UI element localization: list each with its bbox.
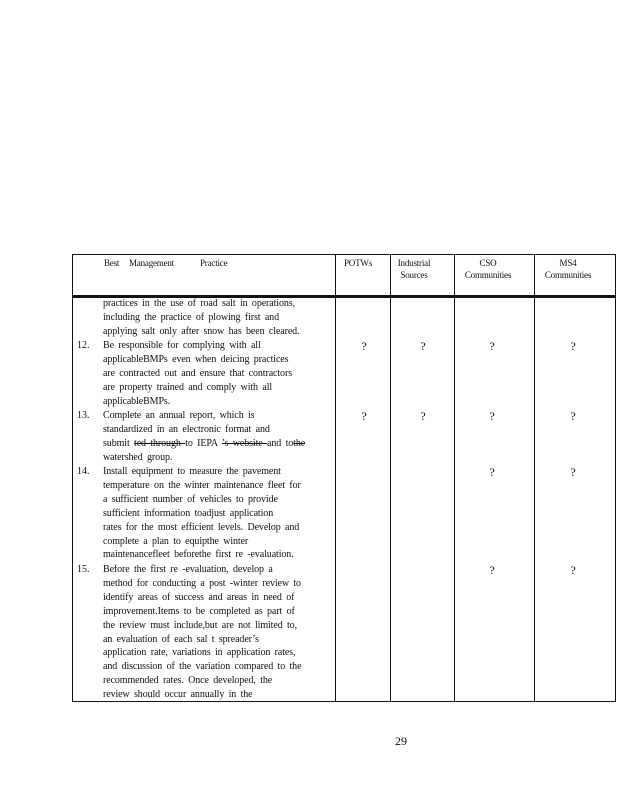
header-cso-line2: Communities xyxy=(464,270,512,280)
text-line: applicableBMPs. xyxy=(103,395,171,407)
table-left-border xyxy=(72,254,73,702)
deleted-text: the xyxy=(293,437,306,449)
text-line: including the practice of plowing first and xyxy=(103,311,279,323)
row-14-text xyxy=(103,465,331,562)
text-line: are contracted out and ensure that contractors xyxy=(103,367,292,379)
row-13-number: 13. xyxy=(77,410,90,421)
text-line: review should occur annually in the xyxy=(103,689,253,701)
row-12-ms4-mark: ? xyxy=(570,339,576,353)
row-13-ms4-mark: ? xyxy=(570,409,576,423)
row-14-cso-mark: ? xyxy=(489,465,495,479)
header-industrial-line2: Sources xyxy=(400,270,428,280)
row-15-cso-mark: ? xyxy=(489,563,495,577)
text-line: and discussion of the variation compared to the xyxy=(103,661,302,673)
text-line: an evaluation of each sal t spreader’s xyxy=(103,633,259,645)
text-line: watershed group. xyxy=(103,451,173,463)
row-13-cso-mark: ? xyxy=(489,409,495,423)
text-line: Before the first re -evaluation, develop a xyxy=(103,564,273,575)
header-ms4-line2: Communities xyxy=(544,270,592,280)
row-13-industrial-mark: ? xyxy=(420,409,426,423)
header-cso-line1: CSO xyxy=(479,258,497,268)
row-13-text xyxy=(103,409,331,465)
row-15-text xyxy=(103,563,331,702)
row-14-ms4-mark: ? xyxy=(570,465,576,479)
header-industrial-line1: Industrial xyxy=(397,258,431,268)
text-line: a sufficient number of vehicles to provide xyxy=(103,493,278,505)
text-run: and to xyxy=(267,437,294,449)
text-line: maintenancefleet beforethe first re -evaluation. xyxy=(103,549,294,561)
text-line: rates for the most efficient levels. Develop and xyxy=(103,521,300,533)
continued-practice-text xyxy=(103,297,331,339)
page-number: 29 xyxy=(395,734,407,748)
header-practice-practice: Practice xyxy=(200,258,228,268)
header-potws: POTWs xyxy=(344,258,372,268)
column-divider-cso xyxy=(454,254,455,702)
row-14-number: 14. xyxy=(77,466,90,477)
row-15-ms4-mark: ? xyxy=(570,563,576,577)
row-13-potws-mark: ? xyxy=(361,409,367,423)
text-line: complete a plan to equipthe winter xyxy=(103,535,249,547)
text-line: recommended rates. Once developed, the xyxy=(103,675,273,687)
row-12-number: 12. xyxy=(77,340,90,351)
text-line: method for conducting a post -winter review to xyxy=(103,577,301,589)
row-12-potws-mark: ? xyxy=(361,339,367,353)
header-practice-management: Management xyxy=(129,258,174,268)
text-line: Complete an annual report, which is xyxy=(103,410,255,421)
text-line: applying salt only after snow has been cleared. xyxy=(103,325,300,337)
text-line: improvement.Items to be completed as part of xyxy=(103,605,295,617)
deleted-text: ’s website xyxy=(221,437,268,449)
text-line: the review must include,but are not limited to, xyxy=(103,619,297,631)
row-12-cso-mark: ? xyxy=(489,339,495,353)
text-run: to IEPA xyxy=(185,437,222,449)
column-divider-potws xyxy=(335,254,336,702)
text-line: applicableBMPs even when deicing practices xyxy=(103,353,289,365)
table-right-border xyxy=(615,254,616,702)
row-12-text xyxy=(103,339,331,409)
text-line: are property trained and comply with all xyxy=(103,381,273,393)
deleted-text: ted through xyxy=(134,437,186,449)
text-line: Be responsible for complying with all xyxy=(103,340,261,351)
text-line: Install equipment to measure the pavement xyxy=(103,466,281,477)
header-ms4-line1: MS4 xyxy=(559,258,577,268)
text-line: identify areas of success and areas in need of xyxy=(103,591,295,603)
text-line: temperature on the winter maintenance fleet for xyxy=(103,479,301,491)
column-divider-industrial xyxy=(390,254,391,702)
row-15-number: 15. xyxy=(77,564,90,575)
text-run: submit xyxy=(103,437,135,449)
text-line: standardized in an electronic format and xyxy=(103,423,270,435)
header-practice-best: Best xyxy=(104,258,120,268)
text-line: practices in the use of road salt in operations, xyxy=(103,298,295,309)
row-12-industrial-mark: ? xyxy=(420,339,426,353)
text-line-with-edits xyxy=(103,437,331,451)
column-divider-ms4 xyxy=(534,254,535,702)
text-line: application rate, variations in application rates, xyxy=(103,647,296,659)
text-line: sufficient information toadjust application xyxy=(103,507,274,519)
